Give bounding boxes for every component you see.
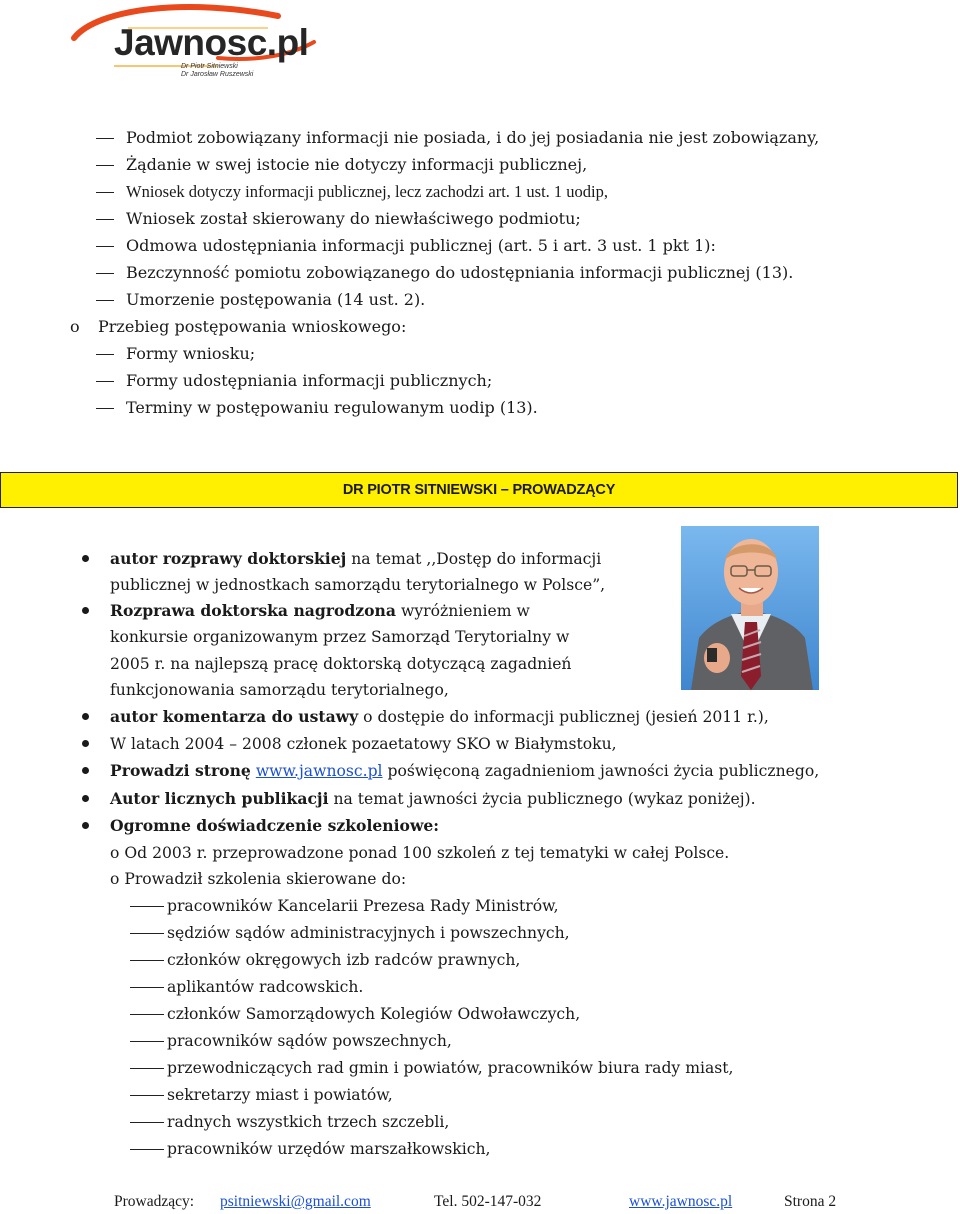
list-item: Umorzenie postępowania (14 ust. 2). — [126, 290, 426, 309]
list-item: Formy wniosku; — [126, 344, 256, 363]
footer-site-link[interactable]: www.jawnosc.pl — [629, 1193, 733, 1210]
footer-label: Prowadzący: — [114, 1193, 195, 1210]
bio-item-bold: Rozprawa doktorska nagrodzona — [110, 601, 397, 620]
training-sub-item: o Od 2003 r. przeprowadzone ponad 100 szkoleń z tej tematyki w całej Polsce. — [110, 844, 730, 862]
bio-item-bold: Prowadzi stronę — [110, 761, 251, 780]
training-sub-item: o Prowadził szkolenia skierowane do: — [110, 870, 407, 888]
logo-wordmark: Jawnosc.pl — [114, 22, 309, 63]
list-item: Podmiot zobowiązany informacji nie posiada, i do jej posiadania nie jest zobowiązany, — [126, 128, 820, 147]
audience-item: aplikantów radcowskich. — [167, 978, 364, 996]
list-item: Terminy w postępowaniu regulowanym uodip (13). — [126, 398, 538, 417]
bio-item-continuation: 2005 r. na najlepszą pracę doktorską dotyczącą zagadnień — [110, 655, 572, 673]
o-bullet: o — [70, 317, 80, 336]
bio-item-bold: autor rozprawy doktorskiej — [110, 549, 347, 568]
audience-item: pracowników Kancelarii Prezesa Rady Ministrów, — [167, 897, 559, 915]
footer-email-link[interactable]: psitniewski@gmail.com — [220, 1193, 371, 1210]
bullet-dot — [82, 822, 89, 829]
bio-item-sko: W latach 2004 – 2008 członek pozaetatowy SKO w Białymstoku, — [110, 735, 617, 753]
bio-item-text: na temat jawności życia publicznego (wykaz poniżej). — [328, 790, 756, 808]
dash-marker — [130, 960, 164, 961]
bio-item-continuation: funkcjonowania samorządu terytorialnego, — [110, 681, 449, 699]
bio-item-text: o dostępie do informacji publicznej (jesień 2011 r.), — [358, 708, 769, 726]
bio-item-continuation: publicznej w jednostkach samorządu terytorialnego w Polsce”, — [110, 576, 606, 594]
bio-item-text: wyróżnieniem w — [396, 602, 530, 620]
bullet-dot — [82, 713, 89, 720]
dash-marker — [96, 381, 114, 382]
list-item: Wniosek został skierowany do niewłaściwego podmiotu; — [126, 209, 581, 228]
list-item: Formy udostępniania informacji publicznych; — [126, 371, 493, 390]
dash-marker — [96, 165, 114, 166]
bullet-dot — [82, 795, 89, 802]
bullet-dot — [82, 607, 89, 614]
dash-marker — [130, 1095, 164, 1096]
audience-item: przewodniczących rad gmin i powiatów, pracowników biura rady miast, — [167, 1059, 734, 1077]
list-item: Przebieg postępowania wnioskowego: — [98, 317, 407, 336]
audience-item: pracowników sądów powszechnych, — [167, 1032, 452, 1050]
dash-marker — [96, 246, 114, 247]
dash-marker — [130, 1068, 164, 1069]
bio-item-doctorate — [110, 546, 601, 572]
bio-item-bold: autor komentarza do ustawy — [110, 707, 359, 726]
website-link[interactable]: www.jawnosc.pl — [255, 762, 383, 780]
dash-marker — [96, 273, 114, 274]
section-banner: DR PIOTR SITNIEWSKI – PROWADZĄCY — [0, 472, 958, 508]
logo-author-2: Dr Jarosław Ruszewski — [181, 71, 254, 78]
audience-item: członków okręgowych izb radców prawnych, — [167, 951, 521, 969]
bio-item-bold: Autor licznych publikacji — [110, 789, 329, 808]
footer-phone: Tel. 502-147-032 — [434, 1193, 542, 1210]
dash-marker — [130, 1149, 164, 1150]
dash-marker — [130, 1041, 164, 1042]
bio-item-bold: Ogromne doświadczenie szkoleniowe: — [110, 816, 440, 835]
list-item: Żądanie w swej istocie nie dotyczy informacji publicznej, — [126, 155, 588, 174]
audience-item: sędziów sądów administracyjnych i powszechnych, — [167, 924, 570, 942]
bio-item-commentary — [110, 704, 769, 730]
dash-marker — [96, 138, 114, 139]
dash-marker — [130, 1014, 164, 1015]
dash-marker — [130, 906, 164, 907]
author-photo — [681, 526, 819, 690]
audience-item: pracowników urzędów marszałkowskich, — [167, 1140, 491, 1158]
bio-item-text: poświęconą zagadnieniom jawności życia publicznego, — [382, 762, 820, 780]
dash-marker — [130, 1122, 164, 1123]
dash-marker — [96, 354, 114, 355]
bullet-dot — [82, 767, 89, 774]
list-item: Wniosek dotyczy informacji publicznej, lecz zachodzi art. 1 ust. 1 uodip, — [126, 182, 609, 201]
dash-marker — [96, 300, 114, 301]
bio-item-award — [110, 598, 530, 624]
audience-item: członków Samorządowych Kolegiów Odwoławczych, — [167, 1005, 581, 1023]
bio-item-publications — [110, 786, 756, 812]
bio-item-text: na temat ,,Dostęp do informacji — [346, 550, 602, 568]
bio-item-training — [110, 813, 439, 839]
bullet-dot — [82, 555, 89, 562]
logo-author-1: Dr Piotr Sitniewski — [181, 63, 238, 70]
audience-item: sekretarzy miast i powiatów, — [167, 1086, 393, 1104]
dash-marker — [130, 933, 164, 934]
dash-marker — [96, 219, 114, 220]
portrait-image — [681, 526, 819, 690]
list-item: Bezczynność pomiotu zobowiązanego do udostępniania informacji publicznej (13). — [126, 263, 794, 282]
bio-item-website — [110, 758, 819, 784]
dash-marker — [130, 987, 164, 988]
dash-marker — [96, 408, 114, 409]
list-item: Odmowa udostępniania informacji publicznej (art. 5 i art. 3 ust. 1 pkt 1): — [126, 236, 716, 255]
audience-item: radnych wszystkich trzech szczebli, — [167, 1113, 450, 1131]
footer-page-number: Strona 2 — [784, 1193, 837, 1210]
dash-marker — [96, 192, 114, 193]
site-logo — [68, 2, 318, 84]
bio-item-continuation: konkursie organizowanym przez Samorząd Terytorialny w — [110, 628, 570, 646]
bullet-dot — [82, 740, 89, 747]
